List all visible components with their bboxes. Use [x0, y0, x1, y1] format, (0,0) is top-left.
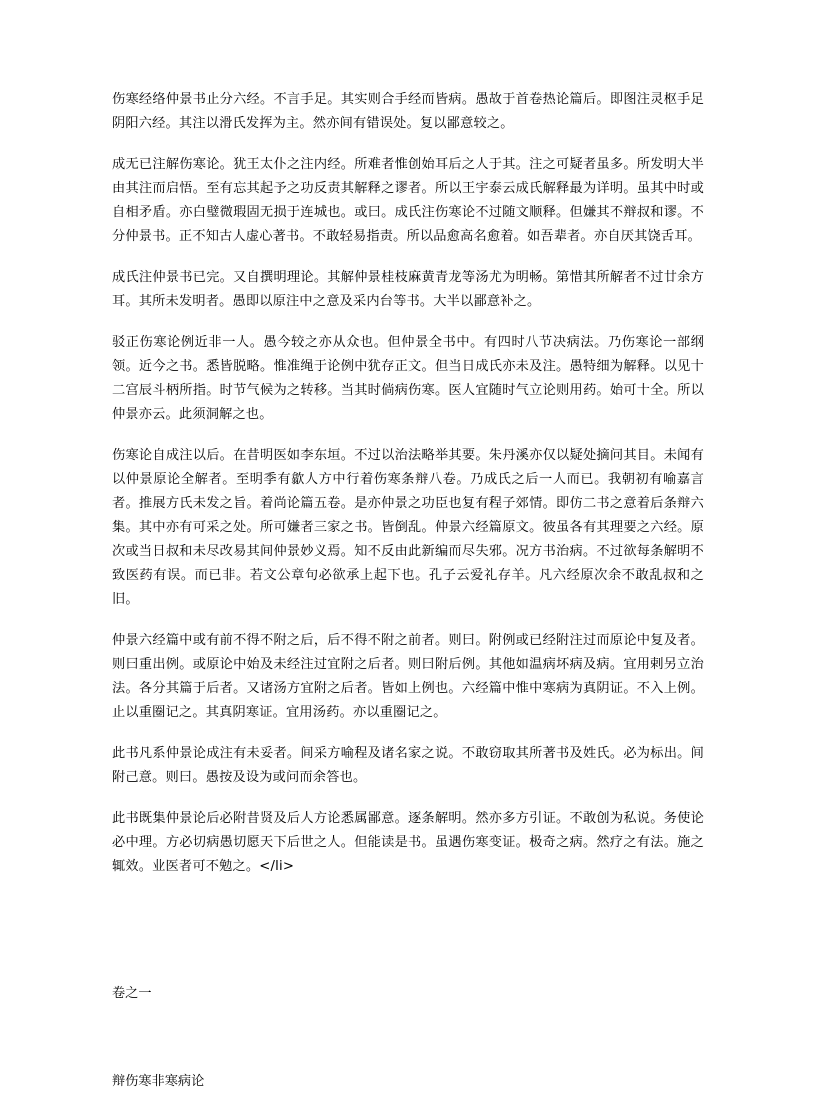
- section-spacer: [112, 896, 704, 982]
- paragraph: 伤寒论自成注以后。在昔明医如李东垣。不过以治法略举其要。朱丹溪亦仅以疑处摘问其目。未闻有以仲景原论全解者。至明季有歙人方中行着伤寒条辩八卷。乃成氏之后一人而已。我朝初有喻嘉言者。推展方氏未发之旨。着尚论篇五卷。是亦仲景之功臣也复有程子郊情。即仿二书之意着后条辩六集。其中亦有可采之处。所可嫌者三家之书。皆倒乱。仲景六经篇原文。彼虽各有其理要之六经。原次或当日叔和未尽改易其间仲景妙义焉。知不反由此新编而尽失邪。况方书治病。不过欲每条解明不致医药有误。而已非。若文公章句必欲承上起下也。孔子云爱礼存羊。凡六经原次余不敢乱叔和之旧。: [112, 448, 704, 607]
- paragraph: 此书凡系仲景论成注有未妥者。间采方喻程及诸名家之说。不敢窃取其所著书及姓氏。必为标出。间附己意。则曰。愚按及设为或问而余答也。: [112, 746, 704, 785]
- paragraph: 仲景六经篇中或有前不得不附之后，后不得不附之前者。则曰。附例或已经附注过而原论中复及者。则曰重出例。或原论中始及未经注过宜附之后者。则曰附后例。其他如温病坏病及病。宜用剌另立治法。各分其篇于后者。又诸汤方宜附之后者。皆如上例也。六经篇中惟中寒病为真阴证。不入上例。止以重圈记之。其真阴寒证。宜用汤药。亦以重圈记之。: [112, 633, 704, 720]
- volume-label: 卷之一: [112, 986, 152, 1001]
- paragraph: 此书既集仲景论后必附昔贤及后人方论悉属鄙意。逐条解明。然亦多方引证。不敢创为私说。务使论必中理。方必切病愚切愿天下后世之人。但能读是书。虽遇伤寒变证。极奇之病。然疗之有法。施之辄效。业医者可不勉之。</li>: [112, 811, 704, 874]
- paragraph: 伤寒经络仲景书止分六经。不言手足。其实则合手经而皆病。愚故于首卷热论篇后。即图注灵枢手足阴阳六经。其注以滑氏发挥为主。然亦间有错误处。复以鄙意较之。: [112, 92, 704, 131]
- paragraph: 成氏注仲景书已完。又自撰明理论。其解仲景桂枝麻黄青龙等汤尤为明畅。第惜其所解者不过廿余方耳。其所未发明者。愚即以原注中之意及采内台等书。大半以鄙意补之。: [112, 270, 704, 309]
- document-body: [112, 88, 704, 1094]
- title-spacer: [112, 1006, 704, 1070]
- paragraph: 成无已注解伤寒论。犹王太仆之注内经。所难者惟创始耳后之人于其。注之可疑者虽多。所发明大半由其注而启悟。至有忘其起予之功反责其解释之谬者。所以王宇泰云成氏解释最为详明。虽其中时或自相矛盾。亦白璧微瑕固无损于连城也。或曰。成氏注伤寒论不过随文顺释。但嫌其不辩叔和谬。不分仲景书。正不知古人虚心著书。不敢轻易指责。所以品愈高名愈着。如吾辈者。亦自厌其饶舌耳。: [112, 157, 704, 244]
- chapter-title: 辩伤寒非寒病论: [112, 1074, 205, 1089]
- paragraph: 驳正伤寒论例近非一人。愚今较之亦从众也。但仲景全书中。有四时八节决病法。乃伤寒论一部纲领。近今之书。悉皆脱略。惟准绳于论例中犹存正文。但当日成氏亦未及注。愚特细为解释。以见十二宫辰斗柄所指。时节气候为之转移。当其时倘病伤寒。医人宜随时气立论则用药。始可十全。所以仲景亦云。此须洞解之也。: [112, 335, 704, 422]
